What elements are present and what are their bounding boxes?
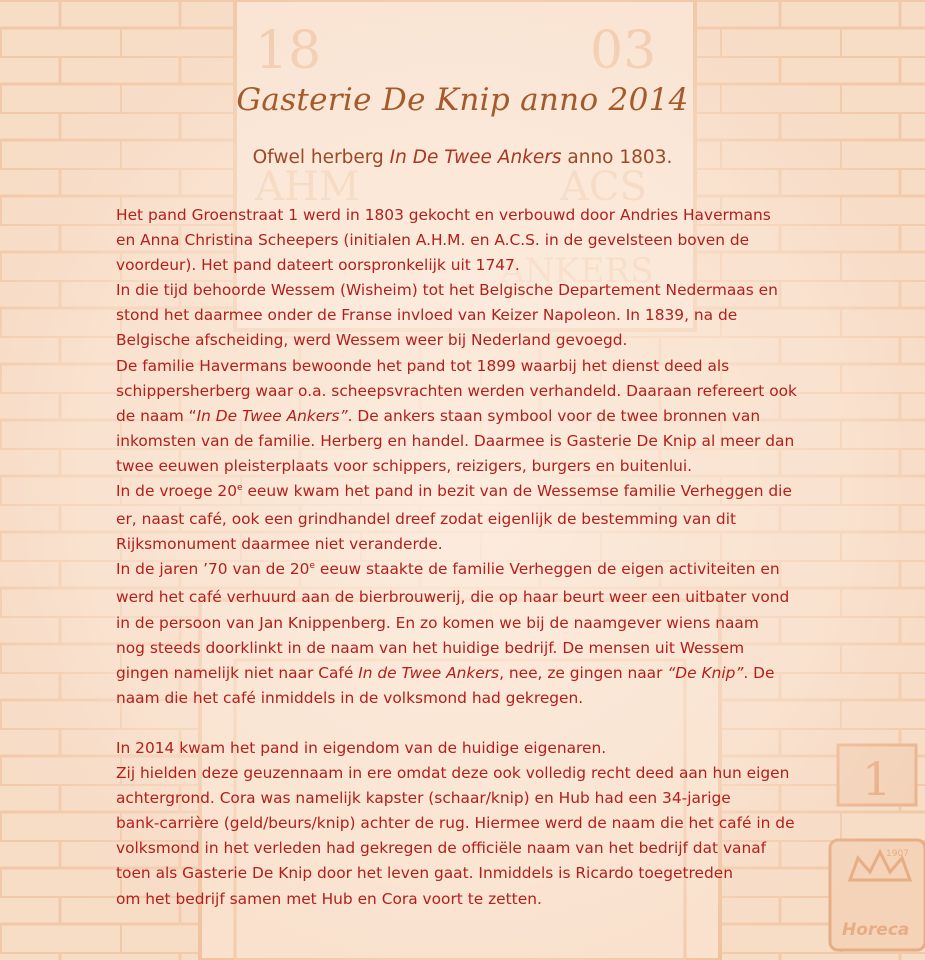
text-line: Zij hielden deze geuzennaam in ere omdat deze ook volledig recht deed aan hun eigen bbox=[116, 764, 790, 783]
italic-name: “De Knip” bbox=[667, 663, 744, 682]
italic-name: In de Twee Ankers bbox=[358, 663, 500, 682]
italic-name: In De Twee Ankers” bbox=[196, 406, 348, 425]
text-segment: gingen namelijk niet naar Café bbox=[116, 663, 359, 682]
text-line: en Anna Christina Scheepers (initialen A.H.M. en A.C.S. in de gevelsteen boven de bbox=[116, 231, 750, 250]
ordinal-suffix: e bbox=[237, 483, 243, 494]
text-line: achtergrond. Cora was namelijk kapster (schaar/knip) en Hub had een 34-jarige bbox=[116, 789, 731, 808]
text-line: werd het café verhuurd aan de bierbrouwerij, die op haar beurt weer een uitbater vond bbox=[116, 588, 790, 607]
text-line: naam die het café inmiddels in de volksmond had gekregen. bbox=[116, 688, 584, 707]
subtitle-text: Ofwel herberg bbox=[252, 147, 390, 168]
text-segment: . De ankers staan symbool voor de twee bronnen van bbox=[347, 406, 761, 425]
text-line: In 2014 kwam het pand in eigendom van de huidige eigenaren. bbox=[116, 738, 607, 757]
text-segment: In de vroege 20 bbox=[116, 482, 238, 501]
text-segment: eeuw kwam het pand in bezit van de Wessemse familie Verheggen die bbox=[242, 482, 792, 501]
text-line: inkomsten van de familie. Herberg en handel. Daarmee is Gasterie De Knip al meer dan bbox=[116, 431, 795, 450]
subtitle-italic: In De Twee Ankers bbox=[389, 147, 562, 168]
text-segment: In de jaren ’70 van de 20 bbox=[116, 560, 310, 579]
text-line bbox=[116, 404, 836, 429]
text-line: nog steeds doorklinkt in de naam van het huidige bedrijf. De mensen uit Wessem bbox=[116, 638, 745, 657]
text-line bbox=[116, 479, 836, 507]
paragraph-gap bbox=[116, 711, 836, 736]
text-line: twee eeuwen pleisterplaats voor schippers, reizigers, burgers en buitenlui. bbox=[116, 456, 693, 475]
text-line: De familie Havermans bewoonde het pand tot 1899 waarbij het dienst deed als bbox=[116, 356, 730, 375]
text-line: volksmond in het verleden had gekregen de officiële naam van het bedrijf dat vanaf bbox=[116, 839, 767, 858]
text-line bbox=[116, 557, 836, 585]
text-line: toen als Gasterie De Knip door het leven gaat. Inmiddels is Ricardo toegetreden bbox=[116, 864, 734, 883]
text-line: Rijksmonument daarmee niet veranderde. bbox=[116, 535, 443, 554]
page-subtitle bbox=[0, 147, 925, 168]
text-line bbox=[116, 661, 836, 686]
text-line: bank-carrière (geld/beurs/knip) achter de rug. Hiermee werd de naam die het café in de bbox=[116, 814, 795, 833]
subtitle-text-end: anno 1803. bbox=[561, 147, 673, 168]
text-line: stond het daarmee onder de Franse invloed van Keizer Napoleon. In 1839, na de bbox=[116, 306, 738, 325]
text-line: voordeur). Het pand dateert oorspronkelijk uit 1747. bbox=[116, 256, 520, 275]
text-segment: . De bbox=[743, 663, 775, 682]
text-line: Belgische afscheiding, werd Wessem weer bij Nederland gevoegd. bbox=[116, 331, 628, 350]
text-line: In die tijd behoorde Wessem (Wisheim) tot het Belgische Departement Nedermaas en bbox=[116, 281, 778, 300]
text-segment: , nee, ze gingen naar bbox=[499, 663, 668, 682]
ordinal-suffix: e bbox=[309, 561, 315, 572]
text-line: er, naast café, ook een grindhandel dreef zodat eigenlijk de bestemming van dit bbox=[116, 510, 737, 529]
text-line: om het bedrijf samen met Hub en Cora voort te zetten. bbox=[116, 889, 542, 908]
text-line: Het pand Groenstraat 1 werd in 1803 gekocht en verbouwd door Andries Havermans bbox=[116, 206, 771, 224]
history-text bbox=[116, 203, 836, 912]
text-segment: de naam “ bbox=[116, 406, 197, 425]
text-line: in de persoon van Jan Knippenberg. En zo komen we bij de naamgever wiens naam bbox=[116, 613, 759, 632]
text-segment: eeuw staakte de familie Verheggen de eigen activiteiten en bbox=[314, 560, 780, 579]
page-title: Gasterie De Knip anno 2014 bbox=[236, 82, 689, 118]
text-line: schippersherberg waar o.a. scheepsvrachten werden verhandeld. Daaraan refereert ook bbox=[116, 381, 797, 400]
